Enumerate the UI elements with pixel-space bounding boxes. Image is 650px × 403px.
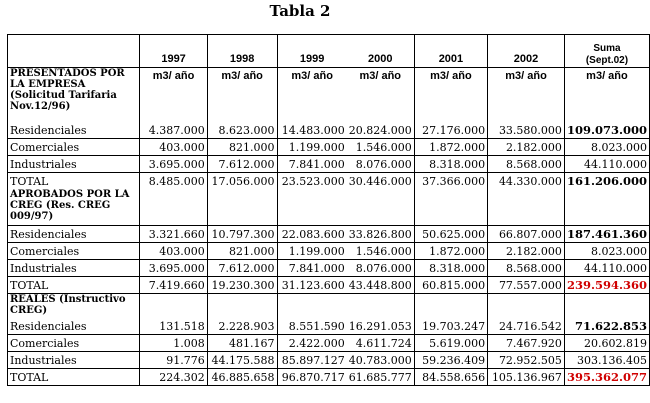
cell-value: 7.467.920 [488, 335, 565, 352]
row-label: Residenciales [8, 122, 140, 139]
row-label: Comerciales [8, 335, 140, 352]
header-row-units [8, 68, 650, 85]
section-header-row [8, 189, 650, 226]
cell-value: 3.695.000 [140, 260, 207, 277]
row-label: Industriales [8, 260, 140, 277]
cell-value: 821.000 [207, 243, 277, 260]
cell-value: 85.897.127 [277, 352, 347, 369]
sum-value: 44.110.000 [564, 156, 649, 173]
sum-value-highlight: 239.594.360 [564, 277, 649, 294]
cell-value: 8.485.000 [140, 173, 207, 190]
unit-label: m3/ año [140, 68, 207, 85]
cell-value: 1.008 [140, 335, 207, 352]
cell-value: 3.321.660 [140, 226, 207, 243]
row-label: Industriales [8, 352, 140, 369]
cell-value: 30.446.000 [347, 173, 414, 190]
cell-value: 1.872.000 [414, 243, 487, 260]
cell-value: 46.885.658 [207, 369, 277, 386]
cell-value: 403.000 [140, 139, 207, 156]
cell-value: 91.776 [140, 352, 207, 369]
unit-label: m3/ año [347, 68, 414, 85]
cell-value: 14.483.000 [277, 122, 347, 139]
row-label: TOTAL [8, 277, 140, 294]
cell-value: 77.557.000 [488, 277, 565, 294]
data-table [7, 34, 650, 386]
table-row [8, 139, 650, 156]
sum-value-highlight: 395.362.077 [564, 369, 649, 386]
total-row [8, 277, 650, 294]
total-row [8, 173, 650, 190]
suma-label: Suma [593, 43, 621, 54]
cell-value: 224.302 [140, 369, 207, 386]
cell-value: 16.291.053 [347, 318, 414, 335]
table-row [8, 260, 650, 277]
cell-value: 72.952.505 [488, 352, 565, 369]
cell-value: 7.841.000 [277, 260, 347, 277]
cell-value: 4.611.724 [347, 335, 414, 352]
sum-value: 187.461.360 [564, 226, 649, 243]
row-label: TOTAL [8, 369, 140, 386]
cell-value: 105.136.967 [488, 369, 565, 386]
cell-value: 27.176.000 [414, 122, 487, 139]
cell-value: 44.175.588 [207, 352, 277, 369]
table-row [8, 352, 650, 369]
year-header: 2002 [488, 35, 565, 68]
cell-value: 1.872.000 [414, 139, 487, 156]
cell-value: 131.518 [140, 318, 207, 335]
cell-value: 8.568.000 [488, 156, 565, 173]
cell-value: 96.870.717 [277, 369, 347, 386]
sum-value: 161.206.000 [564, 173, 649, 190]
year-header: 2001 [414, 35, 487, 68]
cell-value: 2.182.000 [488, 139, 565, 156]
section-header-row [8, 294, 650, 319]
year-header: 1999 [277, 35, 347, 68]
cell-value: 2.228.903 [207, 318, 277, 335]
cell-value: 8.076.000 [347, 156, 414, 173]
cell-value: 10.797.300 [207, 226, 277, 243]
suma-header [564, 35, 649, 68]
cell-value: 50.625.000 [414, 226, 487, 243]
cell-value: 19.703.247 [414, 318, 487, 335]
cell-value: 37.366.000 [414, 173, 487, 190]
cell-value: 8.076.000 [347, 260, 414, 277]
cell-value: 33.580.000 [488, 122, 565, 139]
section-title: APROBADOS POR LA CREG (Res. CREG 009/97) [8, 189, 140, 226]
unit-label: m3/ año [207, 68, 277, 85]
cell-value: 8.318.000 [414, 260, 487, 277]
row-label: Residenciales [8, 318, 140, 335]
table-row [8, 243, 650, 260]
table-row [8, 156, 650, 173]
cell-value: 481.167 [207, 335, 277, 352]
cell-value: 31.123.600 [277, 277, 347, 294]
cell-value: 1.546.000 [347, 139, 414, 156]
cell-value: 22.083.600 [277, 226, 347, 243]
cell-value: 7.419.660 [140, 277, 207, 294]
cell-value: 20.824.000 [347, 122, 414, 139]
sum-value: 44.110.000 [564, 260, 649, 277]
cell-value: 44.330.000 [488, 173, 565, 190]
table-row [8, 335, 650, 352]
sum-value: 303.136.405 [564, 352, 649, 369]
row-label: Residenciales [8, 226, 140, 243]
cell-value: 60.815.000 [414, 277, 487, 294]
cell-value: 821.000 [207, 139, 277, 156]
cell-value: 66.807.000 [488, 226, 565, 243]
header-row-years [8, 35, 650, 68]
cell-value: 7.841.000 [277, 156, 347, 173]
cell-value: 40.783.000 [347, 352, 414, 369]
row-label: Comerciales [8, 243, 140, 260]
row-label: Industriales [8, 156, 140, 173]
total-row [8, 369, 650, 386]
cell-value: 19.230.300 [207, 277, 277, 294]
suma-period: (Sept.02) [585, 55, 629, 66]
year-header: 1998 [207, 35, 277, 68]
cell-value: 8.568.000 [488, 260, 565, 277]
cell-value: 1.546.000 [347, 243, 414, 260]
sum-value: 71.622.853 [564, 318, 649, 335]
sum-value: 8.023.000 [564, 243, 649, 260]
table-row [8, 318, 650, 335]
sum-value: 20.602.819 [564, 335, 649, 352]
unit-label: m3/ año [414, 68, 487, 85]
unit-label: m3/ año [564, 68, 649, 85]
unit-label: m3/ año [277, 68, 347, 85]
cell-value: 84.558.656 [414, 369, 487, 386]
sum-value: 109.073.000 [564, 122, 649, 139]
cell-value: 1.199.000 [277, 243, 347, 260]
cell-value: 17.056.000 [207, 173, 277, 190]
cell-value: 7.612.000 [207, 260, 277, 277]
cell-value: 4.387.000 [140, 122, 207, 139]
cell-value: 403.000 [140, 243, 207, 260]
cell-value: 8.623.000 [207, 122, 277, 139]
cell-value: 2.422.000 [277, 335, 347, 352]
row-label: TOTAL [8, 173, 140, 190]
cell-value: 3.695.000 [140, 156, 207, 173]
cell-value: 33.826.800 [347, 226, 414, 243]
cell-value: 8.551.590 [277, 318, 347, 335]
cell-value: 43.448.800 [347, 277, 414, 294]
table-title: Tabla 2 [269, 2, 331, 20]
cell-value: 23.523.000 [281, 174, 345, 188]
cell-value: 61.685.777 [347, 369, 414, 386]
section-title: PRESENTADOS POR LA EMPRESA (Solicitud Tarifaria Nov.12/96) [8, 68, 140, 123]
cell-value: 2.182.000 [488, 243, 565, 260]
cell-value: 5.619.000 [414, 335, 487, 352]
cell-value: 8.318.000 [414, 156, 487, 173]
cell-value: 1.199.000 [277, 139, 347, 156]
table-row [8, 226, 650, 243]
year-header: 1997 [140, 35, 207, 68]
row-label: Comerciales [8, 139, 140, 156]
sum-value: 8.023.000 [564, 139, 649, 156]
cell-value: 59.236.409 [414, 352, 487, 369]
table-row [8, 122, 650, 139]
section-title: REALES (Instructivo CREG) [8, 294, 140, 319]
header-blank [8, 35, 140, 68]
cell-value: 24.716.542 [488, 318, 565, 335]
unit-label: m3/ año [488, 68, 565, 85]
year-header: 2000 [347, 35, 414, 68]
cell-value: 7.612.000 [207, 156, 277, 173]
